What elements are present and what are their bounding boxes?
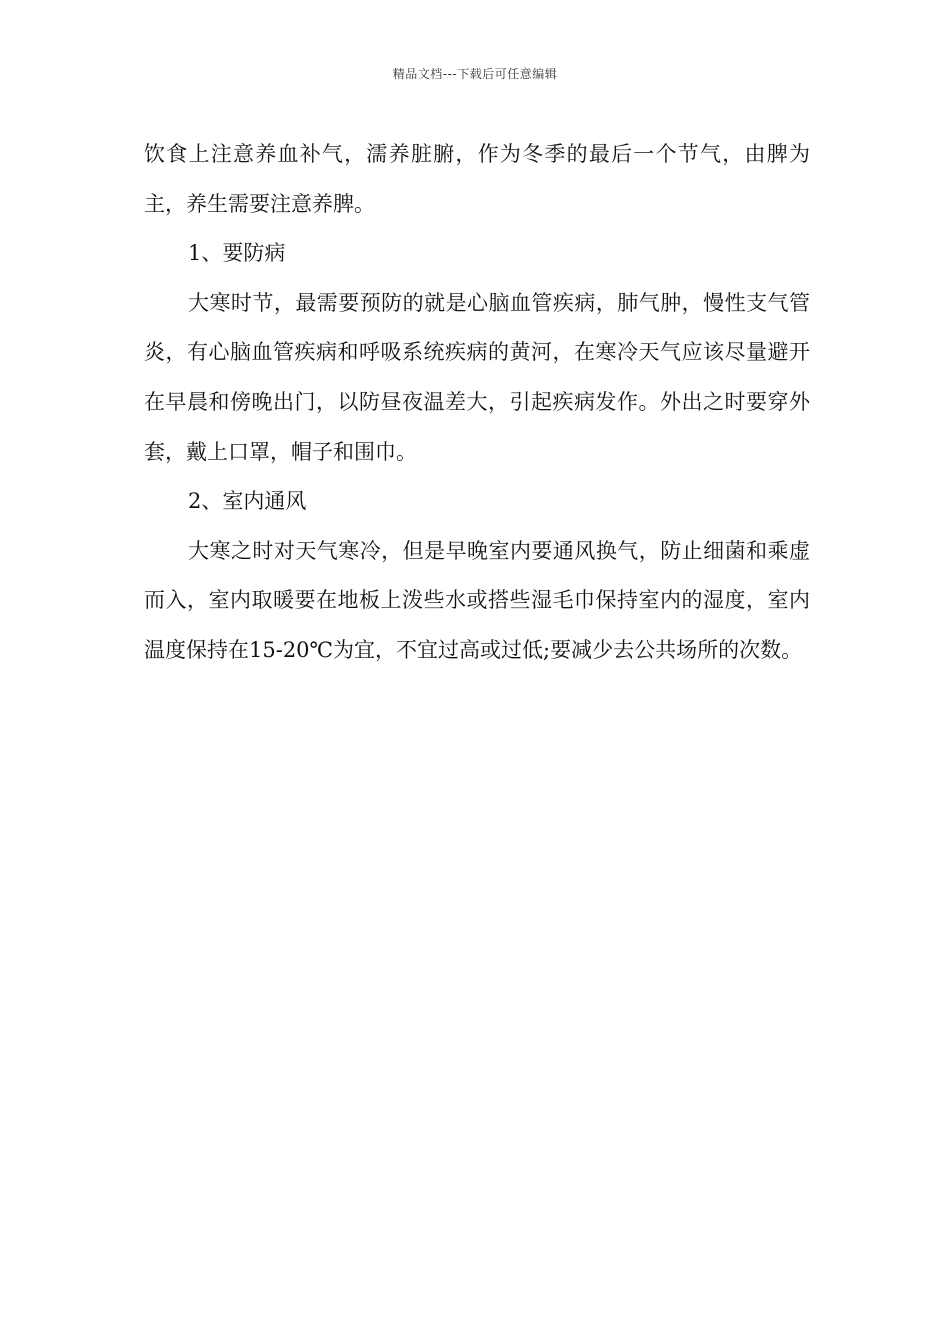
section-heading-ventilation: 2、室内通风 — [188, 489, 307, 514]
paragraph-ventilation: 大寒之时对天气寒冷，但是早晚室内要通风换气，防止细菌和乘虚而入，室内取暖要在地板上泼些水或搭些湿毛巾保持室内的湿度，室内温度保持在15-20℃为宜，不宜过高或过低;要减少去公共场所的次数。 — [144, 538, 810, 662]
document-body — [144, 130, 810, 676]
page-header: 精品文档---下载后可任意编辑 — [392, 67, 558, 81]
section-heading-prevent-disease: 1、要防病 — [188, 241, 286, 266]
paragraph-prevent-disease: 大寒时节，最需要预防的就是心脑血管疾病，肺气肿，慢性支气管炎，有心脑血管疾病和呼吸系统疾病的黄河，在寒冷天气应该尽量避开在早晨和傍晚出门，以防昼夜温差大，引起疾病发作。外出之时要穿外套，戴上口罩，帽子和围巾。 — [144, 290, 810, 464]
paragraph-diet: 饮食上注意养血补气，濡养脏腑，作为冬季的最后一个节气，由脾为主，养生需要注意养脾。 — [144, 142, 810, 216]
